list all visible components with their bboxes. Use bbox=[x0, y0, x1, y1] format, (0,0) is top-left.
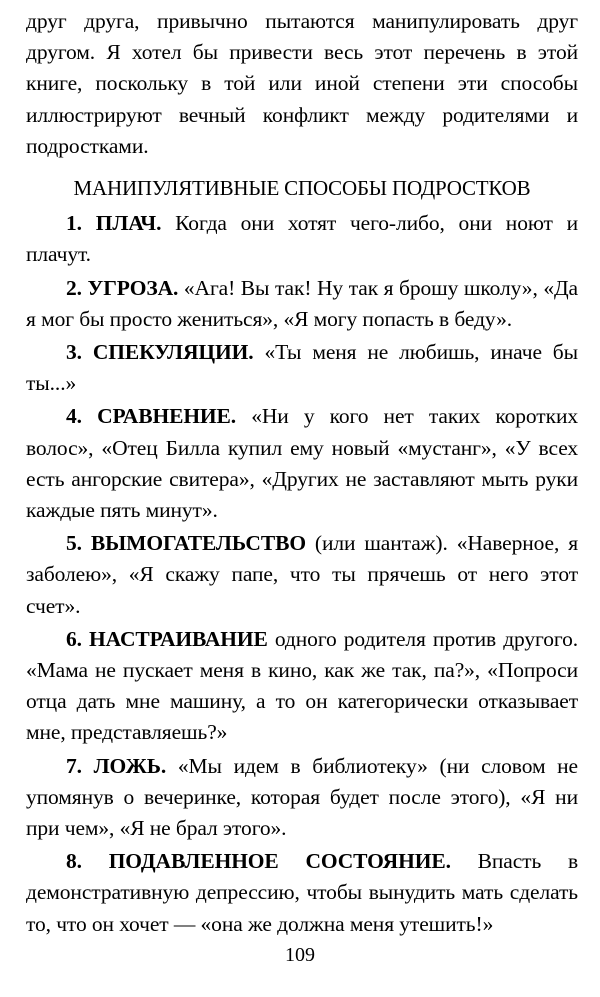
item-text: одного родителя против другого. «Мама не пускает меня в кино, как же так, па?», «Попроси отца дать мне машину, а то он категорически отказывает мне, представляешь?» bbox=[26, 626, 579, 745]
page-number: 109 bbox=[285, 944, 315, 966]
list-item-comparison bbox=[26, 401, 578, 526]
list-item-depression bbox=[26, 846, 578, 940]
item-term: 8. ПОДАВЛЕННОЕ СОСТОЯНИЕ. bbox=[66, 849, 451, 874]
item-text: «Ни у кого нет таких коротких волос», «Отец Билла купил ему новый «мустанг», «У всех есть ангорские свитера», «Других не заставляют мыть руки каждые пять минут». bbox=[26, 404, 578, 523]
item-text: Впасть в демонстративную депрессию, чтобы вынудить мать сделать то, что он хочет — «она же должна меня утешить!» bbox=[26, 849, 579, 936]
item-text: «Ты меня не любишь, иначе бы ты...» bbox=[26, 340, 578, 396]
item-term: 2. УГРОЗА. bbox=[66, 275, 179, 300]
item-term: 3. СПЕКУЛЯЦИИ. bbox=[66, 340, 254, 365]
item-text: (или шантаж). «Наверное, я заболею», «Я скажу папе, что ты прячешь от него этот счет». bbox=[26, 531, 578, 618]
list-item-extortion bbox=[26, 528, 578, 622]
item-term: 4. СРАВНЕНИЕ. bbox=[66, 404, 237, 429]
intro-paragraph: друг друга, привычно пытаются манипулировать друг другом. Я хотел бы привести весь этот перечень в этой книге, поскольку в той или иной степени эти способы иллюстрируют вечный конфликт между родителями и подростками. bbox=[26, 9, 578, 158]
list-item-turning-against bbox=[26, 624, 578, 749]
list-item-speculation bbox=[26, 337, 578, 399]
item-term: 5. ВЫМОГАТЕЛЬСТВО bbox=[66, 531, 306, 556]
item-term: 6. НАСТРАИВАНИЕ bbox=[66, 626, 268, 651]
list-item-crying bbox=[26, 208, 578, 270]
item-term: 1. ПЛАЧ. bbox=[66, 211, 162, 236]
section-heading: МАНИПУЛЯТИВНЫЕ СПОСОБЫ ПОДРОСТКОВ bbox=[73, 176, 531, 201]
item-text: «Мы идем в библиотеку» (ни словом не упомянув о вечеринке, которая будет после этого), «Я ни при чем», «Я не брал этого». bbox=[26, 753, 578, 841]
item-text: Когда они хотят чего-либо, они ноют и плачут. bbox=[26, 211, 578, 267]
list-item-threat bbox=[26, 273, 578, 335]
page-body bbox=[26, 6, 578, 942]
item-term: 7. ЛОЖЬ. bbox=[66, 753, 167, 778]
item-text: «Ага! Вы так! Ну так я брошу школу», «Да я мог бы просто жениться», «Я могу попасть в беду». bbox=[26, 275, 578, 331]
list-item-lie bbox=[26, 751, 578, 845]
